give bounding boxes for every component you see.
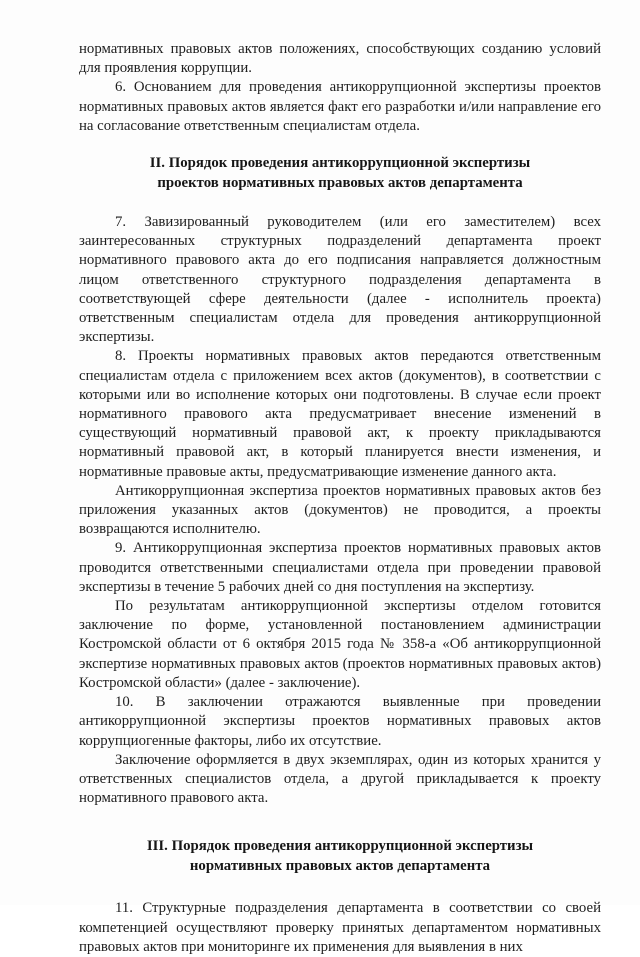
paragraph-item-9-note: По результатам антикоррупционной экспертизы отделом готовится заключение по форме, установленной постановлением администрации Костромской области от 6 октября 2015 года № 358-а «Об антикоррупционной экспертизе нормативных правовых актов (проектов нормативных правовых актов) Костромской области» (далее - заключение).: [79, 598, 601, 691]
section-3-title-line-2: нормативных правовых актов департамента: [189, 857, 491, 874]
paragraph-item-11: 11. Структурные подразделения департамента в соответствии со своей компетенцией осуществляют проверку принятых департаментом нормативных правовых актов при мониторинге их применения для выявления в них: [79, 900, 601, 955]
paragraph-item-7: 7. Завизированный руководителем (или его заместителем) всех заинтересованных структурных подразделений департамента проект нормативного правового акта до его подписания направляется должностным лицом ответственного структурного подразделения департамента в соответствующей сфере деятельности (далее - исполнитель проекта) ответственным специалистам отдела для проведения антикоррупционной экспертизы.: [79, 214, 601, 346]
section-2-title-line-2: проектов нормативных правовых актов департамента: [157, 174, 523, 191]
paragraph-item-10: 10. В заключении отражаются выявленные при проведении антикоррупционной экспертизы проектов нормативных правовых актов коррупциогенные факторы, либо их отсутствие.: [79, 694, 601, 749]
paragraph-item-8: 8. Проекты нормативных правовых актов передаются ответственным специалистам отдела с приложением всех актов (документов), в соответствии с которыми или во исполнение которых они подготовлены. В случае если проект нормативного правового акта предусматривает внесение изменений в существующий нормативный правовой акт, к проекту прикладываются нормативный правовой акт, в который планируется внести изменения, и нормативные правовые акты, предусматривающие изменение данного акта.: [79, 348, 601, 480]
paragraph-item-8-note: Антикоррупционная экспертиза проектов нормативных правовых актов без приложения указанных актов (документов) не проводится, а проекты возвращаются исполнителю.: [79, 482, 601, 538]
section-3-heading: [79, 837, 601, 876]
section-3-title-line-1: III. Порядок проведения антикоррупционной экспертизы: [146, 838, 534, 855]
paragraph-intro-continuation: нормативных правовых актов положениях, способствующих созданию условий для проявления коррупции.: [79, 41, 601, 77]
paragraph-item-6: 6. Основанием для проведения антикоррупционной экспертизы проектов нормативных правовых актов является факт его разработки и/или направление его на согласование ответственным специалистам отдела.: [79, 79, 601, 134]
section-2-heading: [79, 154, 601, 193]
paragraph-item-10-note: Заключение оформляется в двух экземплярах, один из которых хранится у ответственных специалистов отдела, а другой прикладывается к проекту нормативного правового акта.: [79, 751, 601, 807]
section-2-title-line-1: II. Порядок проведения антикоррупционной экспертизы: [149, 155, 531, 172]
document-body: [79, 40, 601, 957]
paragraph-item-9: 9. Антикоррупционная экспертиза проектов нормативных правовых актов проводится ответственными специалистами отдела при проведении правовой экспертизы в течение 5 рабочих дней со дня поступления на экспертизу.: [79, 540, 601, 595]
